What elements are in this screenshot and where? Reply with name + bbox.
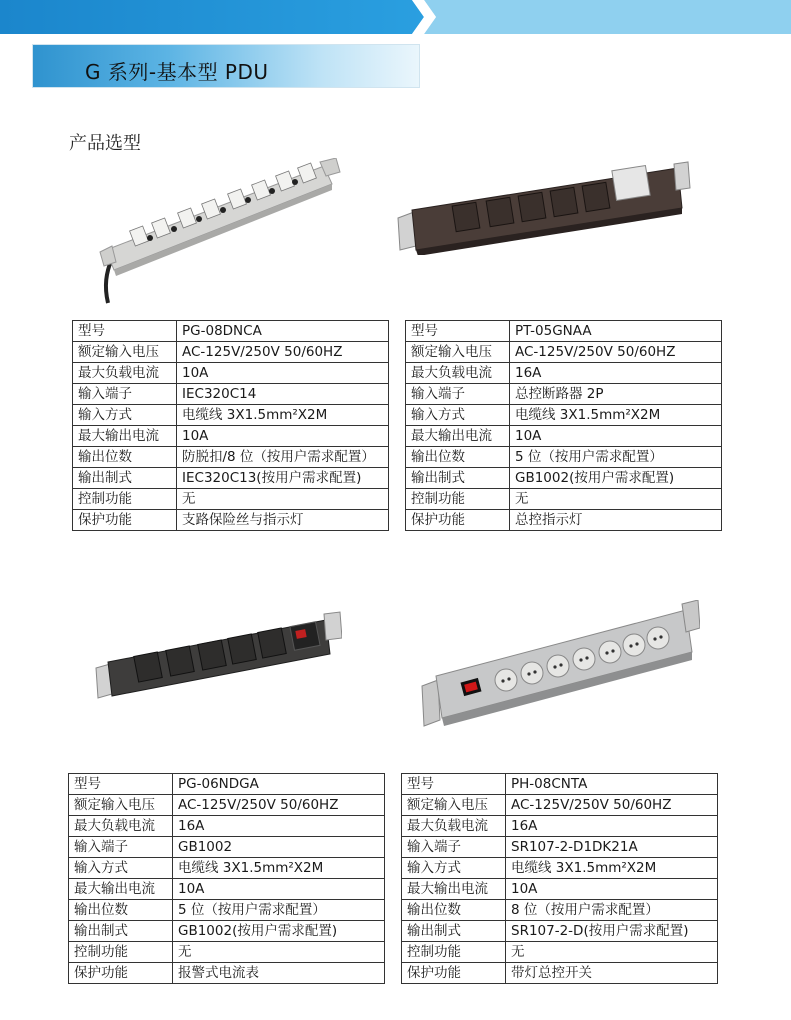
spec-label: 型号: [406, 321, 510, 342]
spec-label: 输入方式: [402, 858, 506, 879]
table-row: [73, 510, 389, 531]
table-row: [406, 426, 722, 447]
title-banner: [32, 44, 420, 88]
table-row: [402, 774, 718, 795]
spec-value: 8 位（按用户需求配置）: [506, 900, 718, 921]
spec-value: PT-05GNAA: [510, 321, 722, 342]
table-row: [69, 879, 385, 900]
spec-value: 无: [506, 942, 718, 963]
spec-value: 16A: [506, 816, 718, 837]
spec-label: 保护功能: [69, 963, 173, 984]
spec-label: 最大输出电流: [402, 879, 506, 900]
table-row: [69, 942, 385, 963]
spec-value: AC-125V/250V 50/60HZ: [510, 342, 722, 363]
pdu-image-pt-05gnaa: [392, 160, 692, 255]
spec-label: 控制功能: [69, 942, 173, 963]
table-row: [69, 795, 385, 816]
table-row: [73, 468, 389, 489]
table-row: [406, 405, 722, 426]
table-row: [69, 900, 385, 921]
table-row: [402, 816, 718, 837]
spec-label: 输出位数: [73, 447, 177, 468]
spec-value: 16A: [510, 363, 722, 384]
spec-value: IEC320C13(按用户需求配置): [177, 468, 389, 489]
table-row: [69, 921, 385, 942]
table-row: [402, 921, 718, 942]
table-row: [73, 405, 389, 426]
spec-value: 电缆线 3X1.5mm²X2M: [510, 405, 722, 426]
table-row: [73, 363, 389, 384]
spec-label: 最大输出电流: [69, 879, 173, 900]
table-row: [69, 774, 385, 795]
pdu-image-ph-08cnta: [420, 600, 700, 730]
spec-value: 支路保险丝与指示灯: [177, 510, 389, 531]
spec-label: 输出制式: [73, 468, 177, 489]
spec-label: 型号: [73, 321, 177, 342]
spec-label: 输出制式: [69, 921, 173, 942]
spec-value: AC-125V/250V 50/60HZ: [177, 342, 389, 363]
table-row: [406, 321, 722, 342]
spec-label: 输入方式: [73, 405, 177, 426]
spec-value: 10A: [177, 426, 389, 447]
spec-label: 控制功能: [73, 489, 177, 510]
page-title: G 系列-基本型 PDU: [85, 60, 269, 84]
spec-value: GB1002(按用户需求配置): [510, 468, 722, 489]
spec-value: 10A: [510, 426, 722, 447]
spec-label: 输出制式: [402, 921, 506, 942]
table-row: [73, 321, 389, 342]
table-row: [402, 900, 718, 921]
spec-value: 防脱扣/8 位（按用户需求配置）: [177, 447, 389, 468]
spec-value: 10A: [506, 879, 718, 900]
spec-value: IEC320C14: [177, 384, 389, 405]
spec-table-pg-08dnca: [72, 320, 389, 531]
spec-value: 电缆线 3X1.5mm²X2M: [177, 405, 389, 426]
table-row: [73, 426, 389, 447]
spec-label: 最大输出电流: [73, 426, 177, 447]
section-heading: 产品选型: [69, 133, 141, 154]
spec-label: 最大负载电流: [402, 816, 506, 837]
table-row: [402, 858, 718, 879]
spec-table-pt-05gnaa: [405, 320, 722, 531]
spec-value: 无: [173, 942, 385, 963]
spec-label: 型号: [402, 774, 506, 795]
spec-label: 控制功能: [402, 942, 506, 963]
pdu-image-pg-08dnca: [92, 158, 342, 308]
table-row: [73, 384, 389, 405]
spec-label: 输入端子: [69, 837, 173, 858]
spec-label: 保护功能: [402, 963, 506, 984]
spec-label: 输出制式: [406, 468, 510, 489]
spec-label: 输出位数: [402, 900, 506, 921]
table-row: [406, 447, 722, 468]
spec-label: 输入端子: [73, 384, 177, 405]
table-row: [406, 468, 722, 489]
spec-label: 额定输入电压: [69, 795, 173, 816]
top-banner: [0, 0, 791, 34]
spec-value: 电缆线 3X1.5mm²X2M: [506, 858, 718, 879]
spec-value: 电缆线 3X1.5mm²X2M: [173, 858, 385, 879]
spec-table-pg-06ndga: [68, 773, 385, 984]
table-row: [406, 363, 722, 384]
spec-value: 16A: [173, 816, 385, 837]
table-row: [406, 342, 722, 363]
spec-label: 型号: [69, 774, 173, 795]
table-row: [73, 489, 389, 510]
spec-label: 输入方式: [406, 405, 510, 426]
table-row: [406, 510, 722, 531]
spec-label: 输入端子: [406, 384, 510, 405]
spec-label: 最大输出电流: [406, 426, 510, 447]
spec-label: 输入端子: [402, 837, 506, 858]
table-row: [73, 447, 389, 468]
table-row: [402, 879, 718, 900]
spec-value: 5 位（按用户需求配置）: [173, 900, 385, 921]
spec-label: 最大负载电流: [73, 363, 177, 384]
spec-value: 无: [510, 489, 722, 510]
spec-label: 输入方式: [69, 858, 173, 879]
spec-value: AC-125V/250V 50/60HZ: [506, 795, 718, 816]
table-row: [69, 837, 385, 858]
spec-value: 无: [177, 489, 389, 510]
spec-value: 总控断路器 2P: [510, 384, 722, 405]
spec-label: 输出位数: [69, 900, 173, 921]
spec-label: 额定输入电压: [402, 795, 506, 816]
table-row: [406, 384, 722, 405]
table-row: [402, 795, 718, 816]
spec-value: SR107-2-D1DK21A: [506, 837, 718, 858]
table-row: [69, 816, 385, 837]
spec-value: 总控指示灯: [510, 510, 722, 531]
table-row: [69, 963, 385, 984]
spec-value: PG-06NDGA: [173, 774, 385, 795]
pdu-image-pg-06ndga: [92, 610, 342, 700]
spec-value: AC-125V/250V 50/60HZ: [173, 795, 385, 816]
spec-label: 最大负载电流: [406, 363, 510, 384]
spec-label: 控制功能: [406, 489, 510, 510]
spec-value: GB1002: [173, 837, 385, 858]
spec-value: 5 位（按用户需求配置）: [510, 447, 722, 468]
spec-value: PH-08CNTA: [506, 774, 718, 795]
spec-value: GB1002(按用户需求配置): [173, 921, 385, 942]
table-row: [69, 858, 385, 879]
spec-label: 额定输入电压: [73, 342, 177, 363]
spec-value: PG-08DNCA: [177, 321, 389, 342]
spec-value: 带灯总控开关: [506, 963, 718, 984]
table-row: [73, 342, 389, 363]
table-row: [402, 942, 718, 963]
spec-label: 保护功能: [73, 510, 177, 531]
spec-label: 最大负载电流: [69, 816, 173, 837]
spec-value: 报警式电流表: [173, 963, 385, 984]
spec-label: 输出位数: [406, 447, 510, 468]
spec-label: 保护功能: [406, 510, 510, 531]
spec-value: SR107-2-D(按用户需求配置): [506, 921, 718, 942]
spec-label: 额定输入电压: [406, 342, 510, 363]
spec-value: 10A: [177, 363, 389, 384]
table-row: [402, 963, 718, 984]
table-row: [402, 837, 718, 858]
table-row: [406, 489, 722, 510]
spec-value: 10A: [173, 879, 385, 900]
spec-table-ph-08cnta: [401, 773, 718, 984]
